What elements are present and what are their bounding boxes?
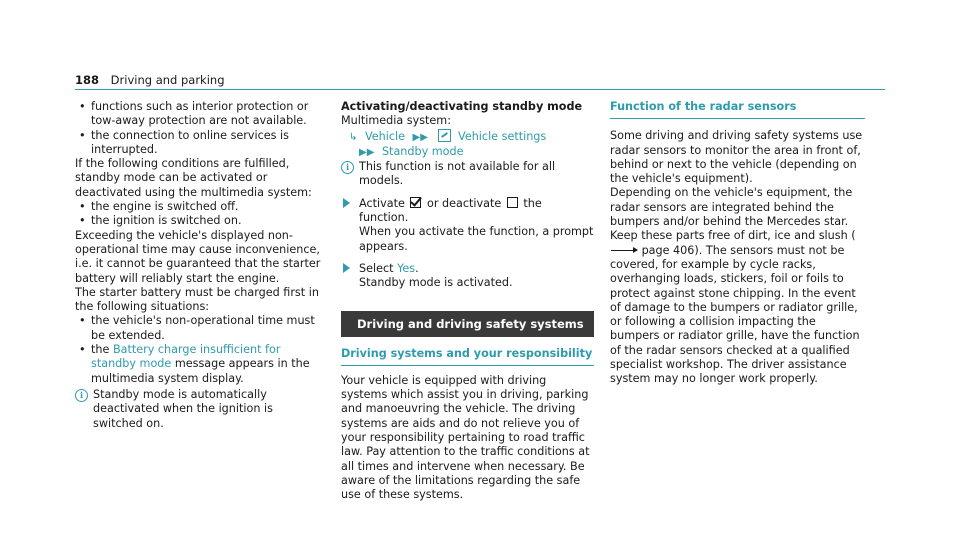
path-arrow-icon: ▶▶: [412, 131, 428, 143]
step: [341, 197, 594, 254]
vehicle-settings-icon: [438, 129, 451, 142]
column-3: [610, 100, 865, 387]
list-item: [75, 343, 325, 386]
note-text: Standby mode is automatically deactivated when the ignition is switched on.: [93, 387, 273, 430]
path-arrow-icon: ↳: [349, 131, 358, 143]
column-1: [75, 100, 325, 431]
note-text: This function is not available for all models.: [359, 160, 556, 188]
list-item: • the connection to online services is interrupted.: [75, 129, 325, 158]
list-item: • the ignition is switched on.: [75, 214, 325, 228]
list-item: • the engine is switched off.: [75, 200, 325, 214]
info-icon: i: [341, 161, 354, 174]
checked-box-icon: [410, 197, 421, 208]
info-icon: i: [75, 389, 88, 402]
text: the: [91, 343, 110, 357]
text: When you activate the function, a prompt appears.: [359, 225, 594, 253]
text: ). The sensors must not be covered, for example by cycle racks, overhanging loads, stickers, foil or foils to protect against stone chipping. In the event of damage to the bumpers or radiator grille, or following a collision impacting the bumpers or radiator grille, have the function of the radar sensors checked at a qualified specialist workshop. The driver assistance system may no longer work properly.: [610, 243, 860, 386]
paragraph: [610, 186, 865, 386]
paragraph: Exceeding the vehicle's displayed non-operational time may cause inconvenience, i.e. it cannot be guaranteed that the starter battery will reliably start the engine.: [75, 228, 321, 285]
unchecked-box-icon: [507, 197, 518, 208]
path-arrow-icon: ▶▶: [359, 146, 375, 158]
list-item: • the vehicle's non-operational time must be extended.: [75, 314, 325, 343]
header-divider: [75, 89, 885, 90]
text: message appears in the multimedia system display.: [91, 357, 310, 385]
text: or deactivate: [426, 196, 502, 210]
text: Standby mode is activated.: [359, 276, 513, 290]
text: Activate: [359, 196, 405, 210]
text: Select: [359, 261, 394, 275]
menu-vehicle-settings[interactable]: Vehicle settings: [458, 129, 547, 143]
system-label: Multimedia system:: [341, 114, 451, 128]
info-note: [341, 160, 594, 189]
subheading: Driving systems and your responsibility: [341, 346, 593, 360]
menu-path: [341, 129, 594, 145]
menu-path: [341, 145, 594, 160]
battery-message-link[interactable]: Battery charge insufficient for standby mode: [91, 343, 281, 371]
menu-vehicle[interactable]: Vehicle: [364, 129, 405, 143]
text: Depending on the vehicle's equipment, the radar sensors are integrated behind the bumpers and/or behind the Mercedes star. Keep these parts free of dirt, ice and slush (: [610, 186, 856, 243]
step-arrow-icon: [343, 263, 350, 273]
menu-standby-mode[interactable]: Standby mode: [381, 144, 464, 158]
page-header: [75, 73, 225, 87]
page-reference[interactable]: page 406: [641, 243, 695, 257]
section-title: Driving and parking: [110, 73, 225, 87]
subheading: Function of the radar sensors: [610, 100, 797, 113]
yes-option[interactable]: Yes: [397, 261, 416, 275]
paragraph: If the following conditions are fulfilled, standby mode can be activated or deactivated using the multimedia system:: [75, 157, 312, 199]
paragraph: Some driving and driving safety systems use radar sensors to monitor the area in front of, behind or next to the vehicle (depending on the vehicle's equipment).: [610, 129, 863, 186]
list-item: • functions such as interior protection or tow-away protection are not available.: [75, 100, 325, 129]
text: the function.: [359, 196, 542, 225]
step-arrow-icon: [343, 198, 350, 208]
info-note: [75, 388, 325, 431]
section-heading: Activating/deactivating standby mode: [341, 100, 583, 113]
section-bar: Driving and driving safety systems: [341, 311, 594, 337]
paragraph: Your vehicle is equipped with driving systems which assist you in driving, parking and manoeuvring the vehicle. The driving systems are aids and do not relieve you of your responsibility pertaining to road traffic law. Pay attention to the traffic conditions at all times and intervene when necessary. Be aware of the limitations regarding the safe use of these systems.: [341, 373, 590, 502]
paragraph: The starter battery must be charged first in the following situations:: [75, 285, 319, 314]
column-2: [341, 100, 594, 503]
page-ref-arrow-icon: [611, 250, 637, 251]
page-number: 188: [75, 73, 100, 87]
step: Select Yes. Standby mode is activated.: [341, 262, 594, 291]
